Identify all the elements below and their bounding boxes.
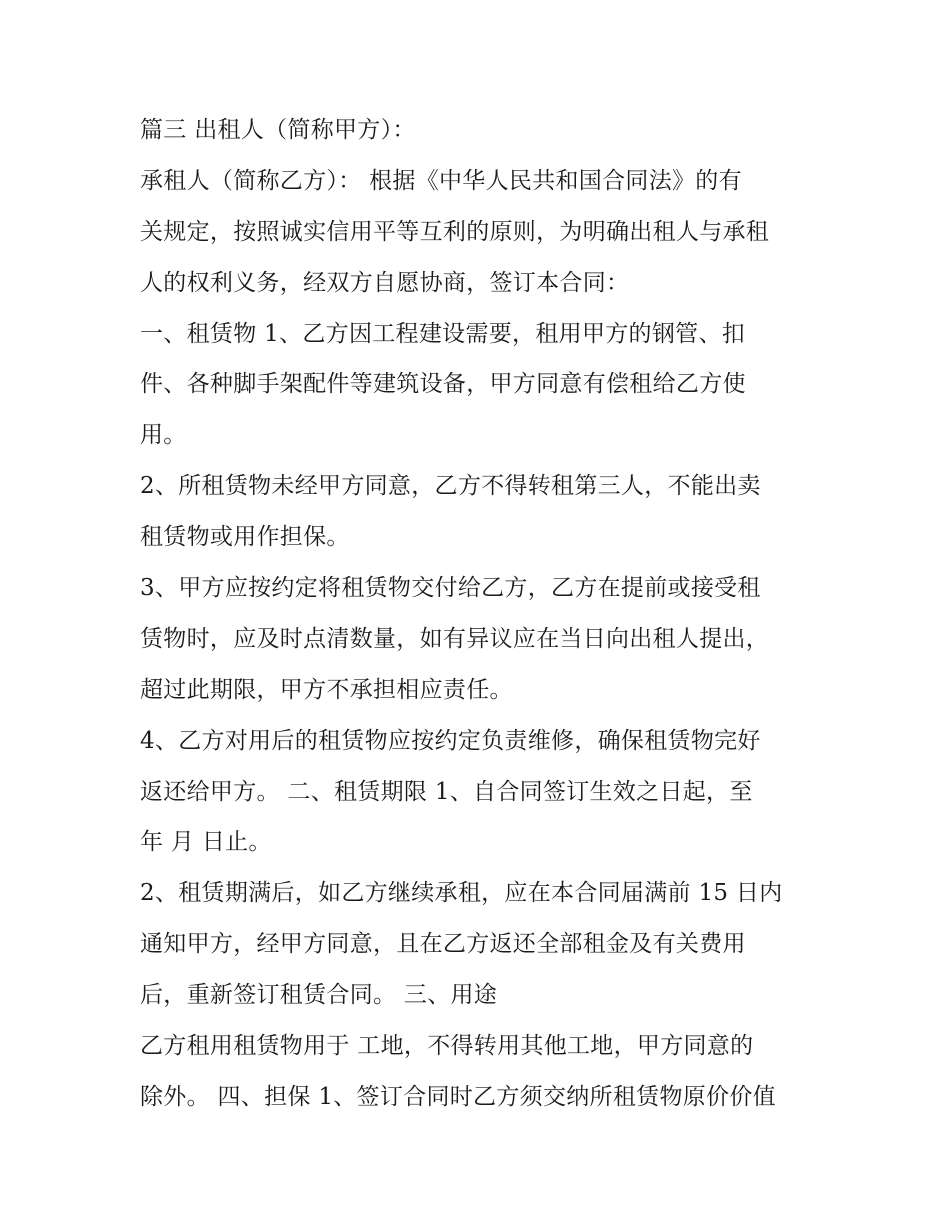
text-line: 篇三 出租人（简称甲方）： — [140, 117, 416, 143]
text-line: 2、所租赁物未经甲方同意，乙方不得转租第三人，不能出卖 — [140, 473, 761, 500]
text-line: 4、乙方对用后的租赁物应按约定负责维修，确保租赁物完好 — [140, 727, 761, 754]
text-line: 3、甲方应按约定将租赁物交付给乙方，乙方在提前或接受租 — [140, 575, 761, 602]
text-line: 超过此期限，甲方不承担相应责任。 — [140, 676, 513, 703]
text-line: 租赁物或用作担保。 — [140, 524, 350, 551]
contract-text — [140, 105, 820, 1123]
text-line: 通知甲方，经甲方同意，且在乙方返还全部租金及有关费用 — [140, 931, 746, 958]
text-line: 返还给甲方。 二、租赁期限 1、自合同签订生效之日起，至 — [140, 778, 753, 805]
text-line: 人的权利义务，经双方自愿协商，签订本合同： — [140, 269, 630, 296]
text-line: 乙方租用租赁物用于 工地，不得转用其他工地，甲方同意的 — [140, 1033, 754, 1060]
text-line: 年 月 日止。 — [140, 829, 272, 856]
text-line: 后，重新签订租赁合同。 三、用途 — [140, 982, 498, 1009]
text-line: 承租人（简称乙方）： 根据《中华人民共和国合同法》的有 — [140, 167, 742, 194]
text-line: 件、各种脚手架配件等建筑设备，甲方同意有偿租给乙方使 — [140, 371, 746, 398]
text-line: 一、租赁物 1、乙方因工程建设需要，租用甲方的钢管、扣 — [140, 320, 746, 347]
text-line: 赁物时，应及时点清数量，如有异议应在当日向出租人提出， — [140, 625, 770, 652]
text-line: 2、租赁期满后，如乙方继续承租，应在本合同届满前 15 日内 — [140, 880, 783, 907]
text-line: 关规定，按照诚实信用平等互利的原则，为明确出租人与承租 — [140, 218, 770, 245]
text-line: 用。 — [140, 422, 187, 449]
text-line: 除外。 四、担保 1、签订合同时乙方须交纳所租赁物原价价值 — [140, 1083, 776, 1110]
